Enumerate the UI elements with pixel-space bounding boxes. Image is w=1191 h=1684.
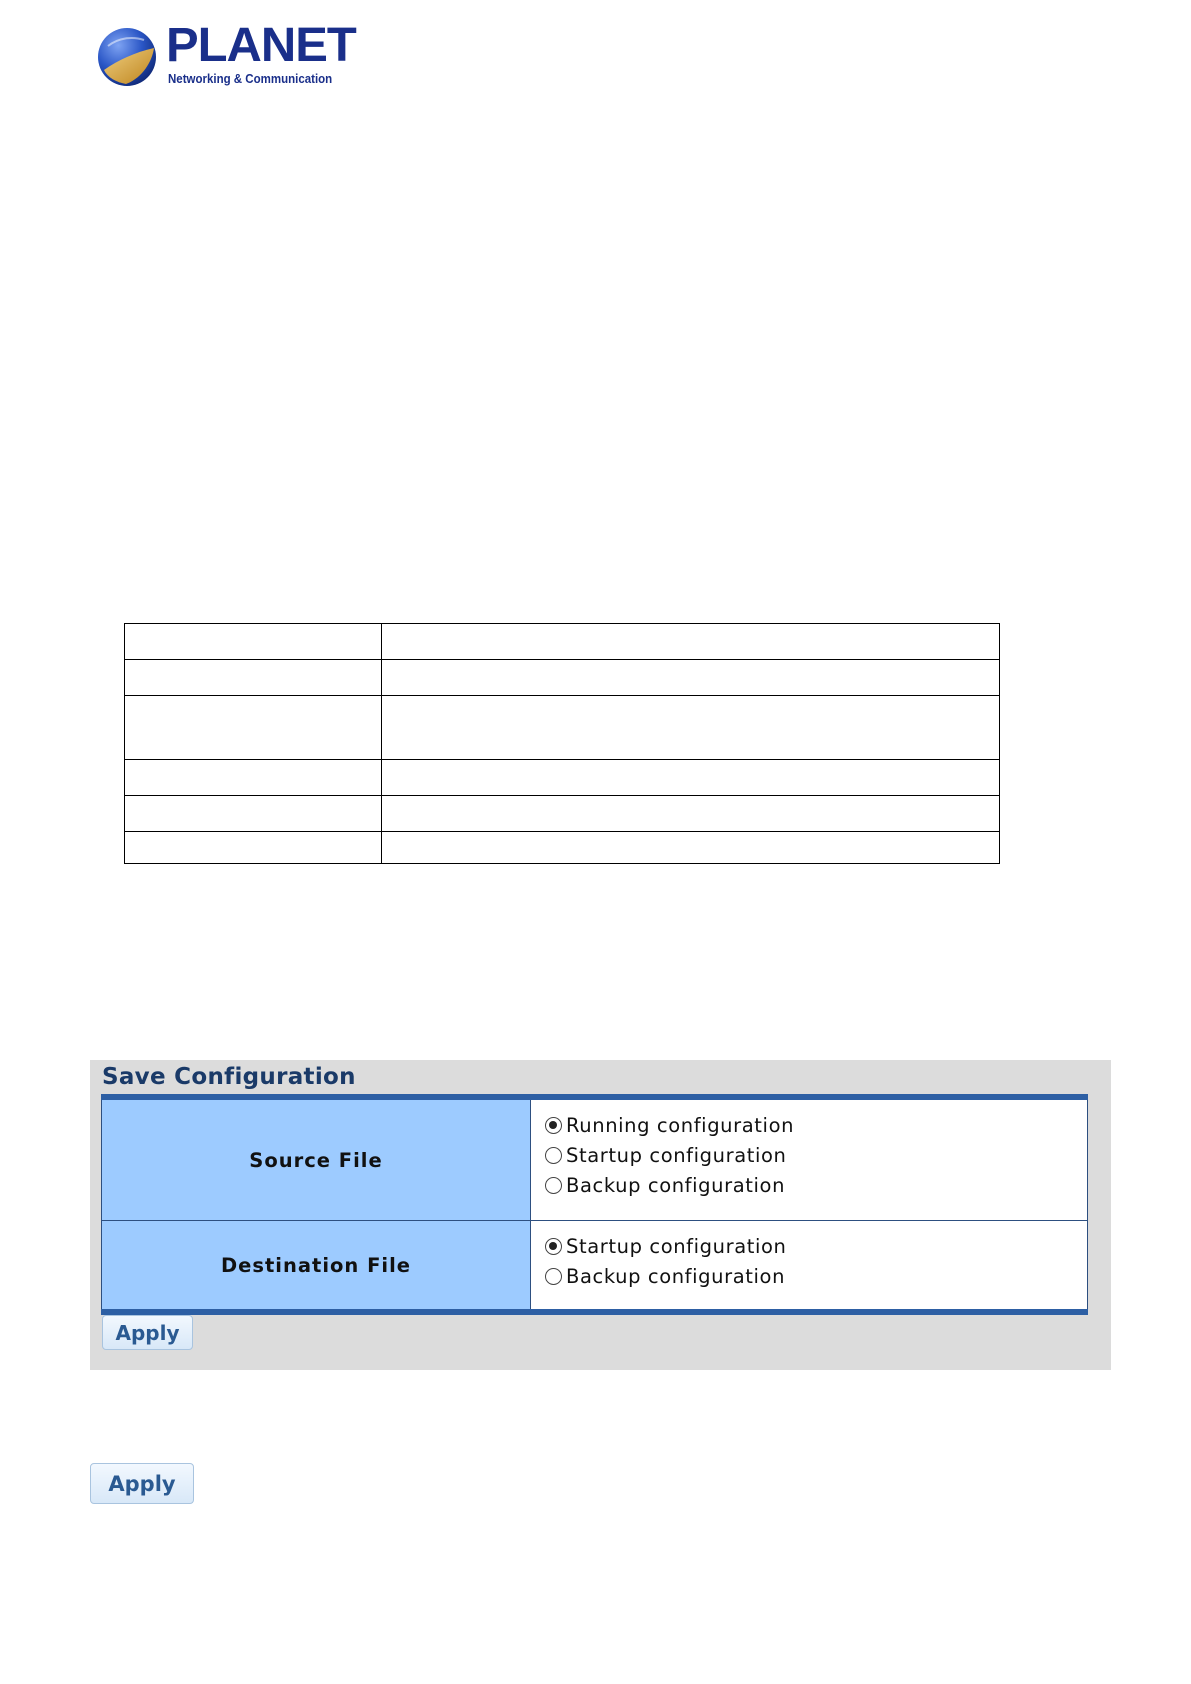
table-cell bbox=[382, 760, 1000, 796]
radio-label: Backup configuration bbox=[566, 1173, 786, 1197]
table-cell bbox=[125, 796, 382, 832]
radio-checked-icon[interactable] bbox=[545, 1117, 562, 1134]
radio-option-running-config[interactable] bbox=[545, 1110, 1087, 1140]
table-cell bbox=[382, 624, 1000, 660]
table-cell bbox=[125, 832, 382, 864]
table-cell bbox=[125, 696, 382, 760]
radio-unchecked-icon[interactable] bbox=[545, 1177, 562, 1194]
table-cell bbox=[382, 696, 1000, 760]
table-row bbox=[125, 660, 1000, 696]
radio-label: Startup configuration bbox=[566, 1234, 787, 1258]
save-configuration-table bbox=[101, 1094, 1088, 1315]
radio-unchecked-icon[interactable] bbox=[545, 1268, 562, 1285]
logo-tagline: Networking & Communication bbox=[168, 72, 333, 86]
apply-button-standalone[interactable]: Apply bbox=[90, 1463, 194, 1504]
radio-checked-icon[interactable] bbox=[545, 1238, 562, 1255]
table-cell bbox=[382, 660, 1000, 696]
source-file-options bbox=[531, 1097, 1088, 1221]
radio-label: Running configuration bbox=[566, 1113, 795, 1137]
radio-option-startup-config[interactable] bbox=[545, 1140, 1087, 1170]
table-row bbox=[125, 760, 1000, 796]
table-row bbox=[125, 696, 1000, 760]
destination-file-options bbox=[531, 1221, 1088, 1313]
save-configuration-panel bbox=[90, 1060, 1111, 1370]
planet-logo bbox=[96, 19, 356, 92]
radio-label: Startup configuration bbox=[566, 1143, 787, 1167]
reference-table bbox=[124, 623, 1000, 864]
source-file-label: Source File bbox=[102, 1097, 531, 1221]
radio-option-backup-config[interactable] bbox=[545, 1170, 1087, 1200]
apply-button[interactable]: Apply bbox=[102, 1315, 193, 1350]
table-row bbox=[125, 832, 1000, 864]
destination-file-label: Destination File bbox=[102, 1221, 531, 1313]
source-file-row bbox=[102, 1097, 1088, 1221]
table-cell bbox=[382, 796, 1000, 832]
radio-option-startup-config[interactable] bbox=[545, 1231, 1087, 1261]
destination-file-row bbox=[102, 1221, 1088, 1313]
panel-title: Save Configuration bbox=[102, 1064, 356, 1090]
table-cell bbox=[382, 832, 1000, 864]
radio-label: Backup configuration bbox=[566, 1264, 786, 1288]
table-row bbox=[125, 796, 1000, 832]
logo-wordmark: PLANET bbox=[166, 19, 356, 72]
table-cell bbox=[125, 660, 382, 696]
table-cell bbox=[125, 624, 382, 660]
table-row bbox=[125, 624, 1000, 660]
globe-icon bbox=[96, 26, 158, 88]
radio-option-backup-config[interactable] bbox=[545, 1261, 1087, 1291]
radio-unchecked-icon[interactable] bbox=[545, 1147, 562, 1164]
table-cell bbox=[125, 760, 382, 796]
